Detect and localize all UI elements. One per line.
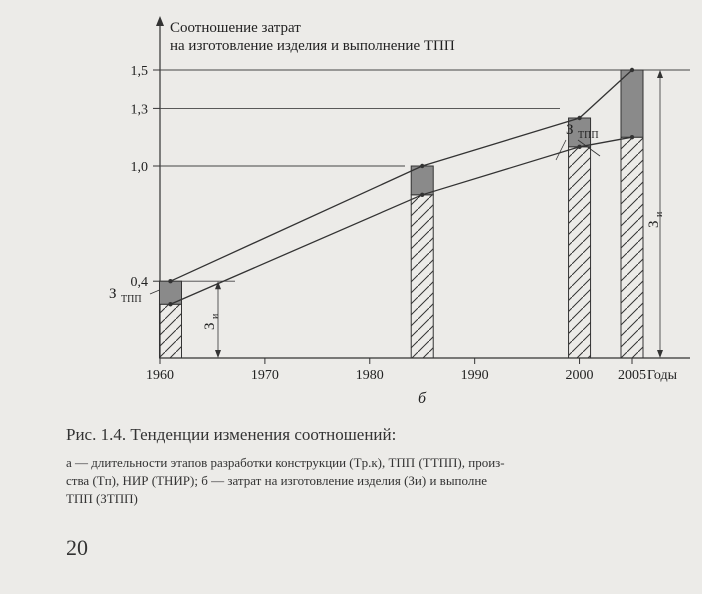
bar-zi-1985 <box>411 195 433 358</box>
figure-caption-title: Рис. 1.4. Тенденции изменения соотношений: <box>66 425 397 444</box>
y-tick-label-2: 1,3 <box>130 102 148 118</box>
chart-title-line-1: Соотношение затрат <box>170 20 301 36</box>
z-i-right-arrow-bottom <box>657 350 663 358</box>
subfigure-label: б <box>418 390 427 407</box>
z-i-left-subscript: и <box>210 313 221 319</box>
y-tick-label-3: 1,5 <box>130 64 148 79</box>
x-tick-label-2: 1980 <box>355 368 384 383</box>
y-axis-arrow <box>156 16 164 26</box>
figure-caption-text: а — длительности этапов разработки конструкции (Tр.к), ТПП (TТПП), произ- ства (Tп), НИР (TНИР); б — затрат на изготовление изделия (Зи) и выполне ТПП (ЗТПП) <box>66 455 505 506</box>
bar-zi-1961 <box>159 304 181 358</box>
z-tpp-right-subscript: ТПП <box>578 130 599 141</box>
z-i-left-arrow-bottom <box>215 350 221 358</box>
z-tpp-left-label: З <box>109 286 117 302</box>
z-tpp-left-subscript: ТПП <box>121 294 142 305</box>
bar-ztpp-2005 <box>621 70 643 137</box>
total-trend-line <box>170 70 632 281</box>
x-tick-label-4: 2000 <box>565 368 594 383</box>
x-axis-label: Годы <box>647 368 677 383</box>
z-i-right-arrow-top <box>657 70 663 78</box>
x-tick-label-0: 1960 <box>146 368 174 383</box>
x-tick-label-1: 1970 <box>250 368 279 383</box>
y-tick-label-1: 1,0 <box>130 160 148 175</box>
x-tick-label-5: 2005 <box>618 368 646 383</box>
z-tpp-right-leader-1 <box>556 140 566 160</box>
bar-ztpp-1985 <box>411 166 433 195</box>
chart-title-line-2: на изготовление изделия и выполнение ТПП <box>170 38 455 54</box>
page-number: 20 <box>66 535 88 560</box>
z-tpp-left-leader <box>150 290 159 294</box>
zi-trend-line <box>170 137 632 304</box>
z-i-right-subscript: и <box>654 211 665 217</box>
bar-zi-2000 <box>569 147 591 358</box>
y-tick-label-0: 0,4 <box>130 275 148 291</box>
bar-zi-2005 <box>621 137 643 358</box>
x-tick-label-3: 1990 <box>460 368 489 383</box>
z-i-left-label: З <box>202 322 218 330</box>
z-i-right-annotation <box>646 211 665 228</box>
z-i-right-label: З <box>646 220 662 228</box>
z-tpp-right-label: З <box>566 122 574 138</box>
